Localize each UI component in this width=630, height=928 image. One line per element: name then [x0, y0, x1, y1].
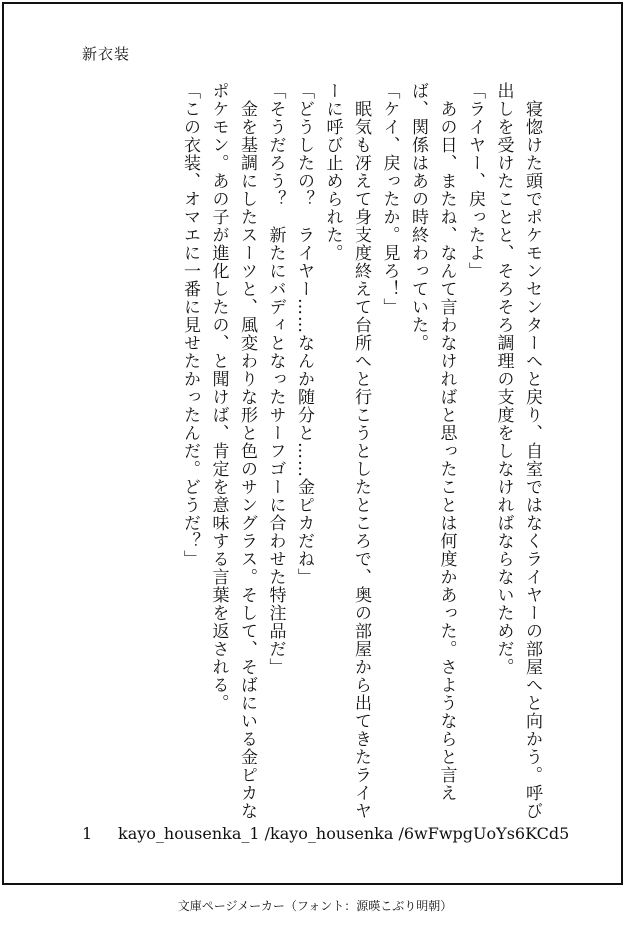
- author-credit: kayo_housenka_1 /kayo_housenka /6wFwpgUoYs6KCd5: [118, 824, 570, 843]
- generator-caption: 文庫ページメーカー（フォント：源暎こぶり明朝）: [177, 899, 453, 913]
- body-text: 寝惚けた頭でポケモンセンターへと戻り、自室ではなくライヤーの部屋へと向かう。呼び出しを受けたことと、そろそろ調理の支度をしなければならないためだ。 「ライヤー、戻ったよ」 あの日、またね、なんて言わなければと思ったことは何度かあった。さようならと言えば、関係はあの時終わっていた。 「ケイ、戻ったか。見ろ！」 眠気も冴えて身支度終えて台所へと行こうとしたところで、奥の部屋から出てきたライヤーに呼び止められた。 「どうしたの？ ライヤー……なんか随分と……金ピカだね」 「そうだろう？ 新たにバディとなったサーフゴーに合わせた特注品だ」 金を基調にしたスーツと、風変わりな形と色のサングラス。そして、そばにいる金ピカなポケモン。あの子が進化したの、と聞けば、肯定を意味する言葉を返される。 「この衣装、オマエに一番に見せたかったんだ。どうだ？」: [180, 82, 542, 820]
- page-number: 1: [82, 824, 93, 843]
- chapter-title: 新衣装: [82, 45, 131, 63]
